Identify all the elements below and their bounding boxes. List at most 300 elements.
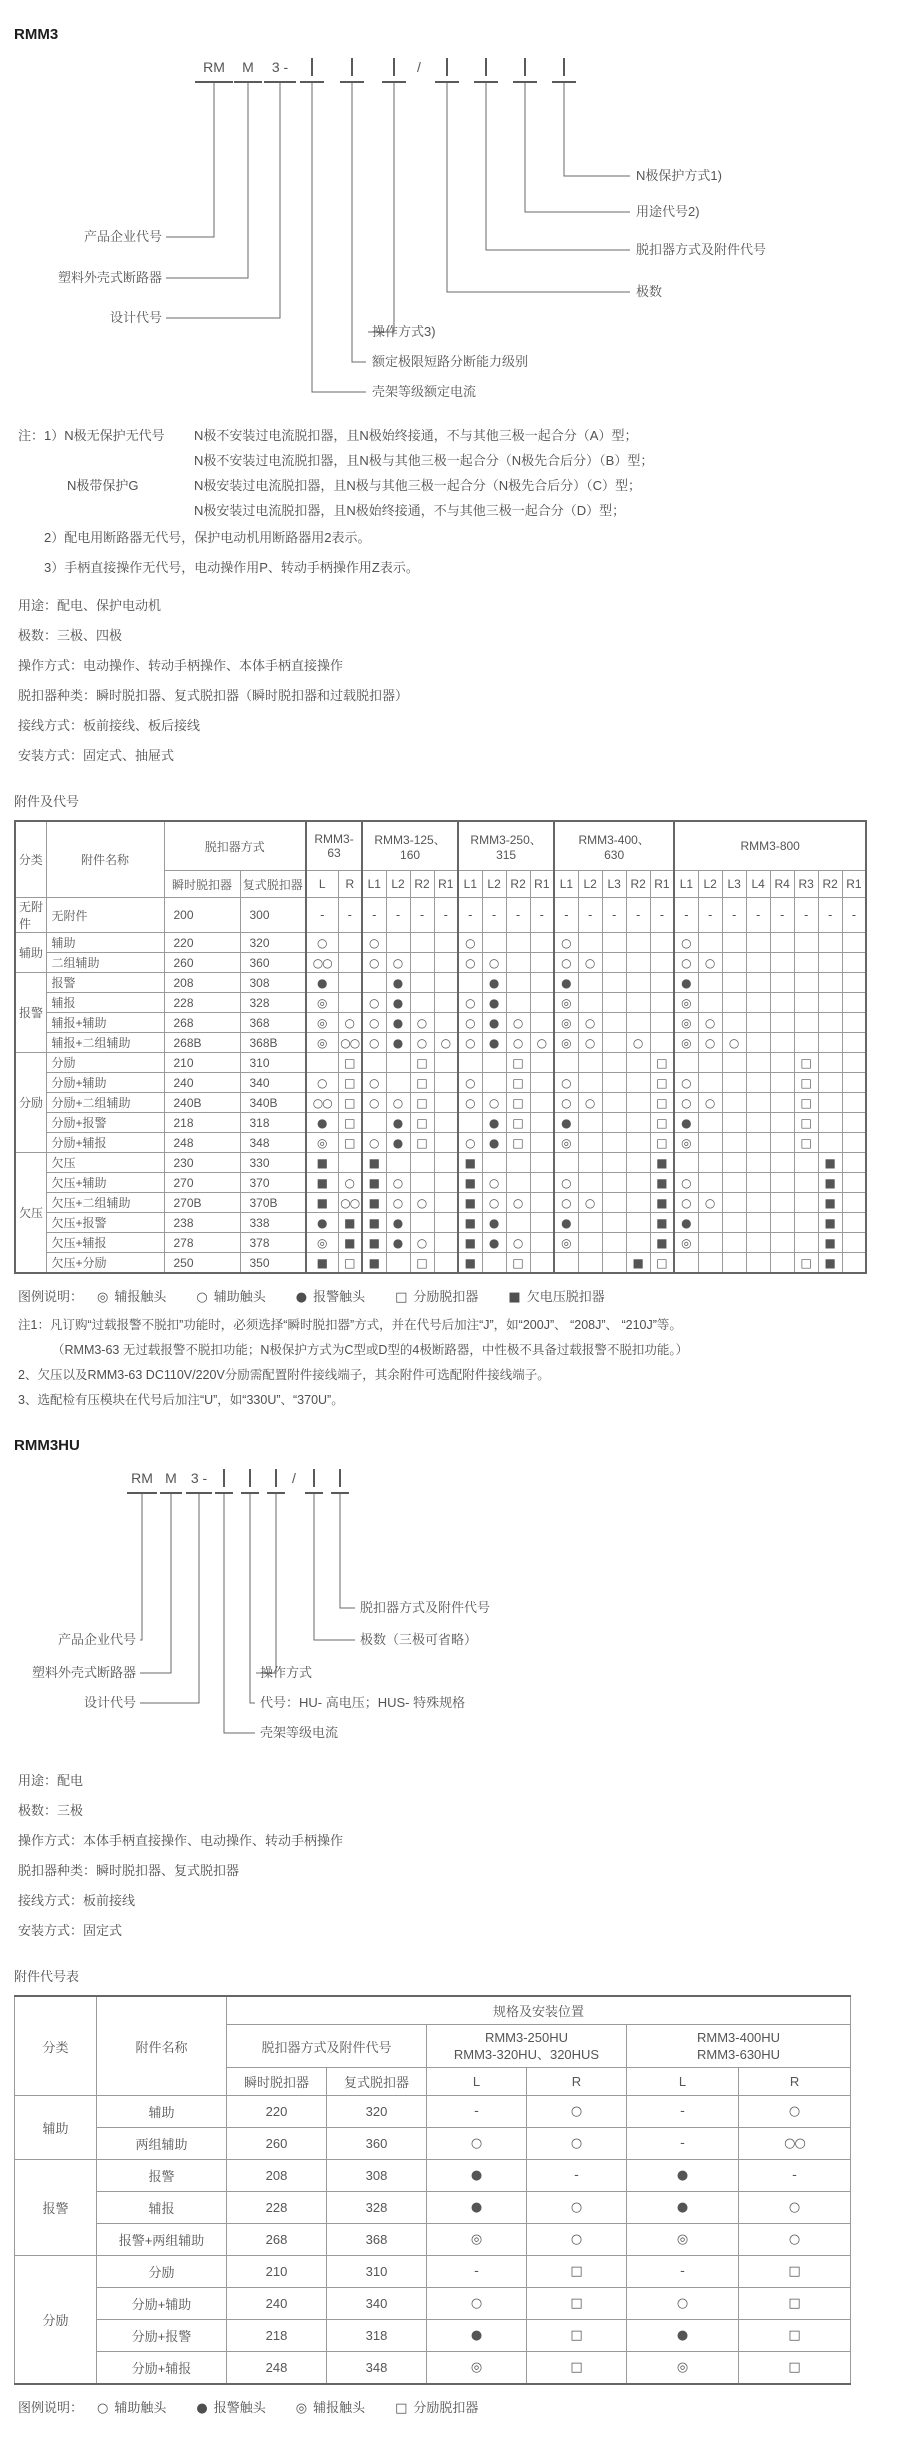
table-cell <box>434 1113 458 1133</box>
frame-label-line: RMM3- <box>314 832 354 846</box>
table-cell <box>434 1073 458 1093</box>
spec-wiring: 接线方式：板前接线、板后接线 <box>18 718 201 733</box>
spec-mounting: 安装方式：固定式、抽屉式 <box>18 748 175 763</box>
accessory-name-cell: 报警 <box>46 973 164 993</box>
table-cell <box>506 973 530 993</box>
rmm3-label-usage-code: 用途代号2) <box>636 204 700 219</box>
table-cell <box>818 933 842 953</box>
table-cell <box>794 1213 818 1233</box>
accessory-name-cell: 欠压 <box>46 1153 164 1173</box>
table-cell: ◎ <box>554 1133 578 1153</box>
table-cell: - <box>739 2160 851 2192</box>
table-cell <box>842 1193 866 1213</box>
note-row <box>18 448 874 473</box>
table-cell: ○ <box>458 1013 482 1033</box>
code-placeholder-box <box>393 58 395 76</box>
table-cell: - <box>722 898 746 933</box>
table-cell: ● <box>554 1113 578 1133</box>
table-cell <box>746 953 770 973</box>
compound-trip-code-cell: 328 <box>240 993 306 1013</box>
table-row <box>15 2224 851 2256</box>
table-cell <box>722 1153 746 1173</box>
legend-item <box>196 1286 265 1305</box>
legend-symbol-icon: ● <box>295 1290 308 1305</box>
table-cell: □ <box>338 1133 362 1153</box>
compound-trip-code-cell: 378 <box>240 1233 306 1253</box>
rmm3-label-trip-accessory-code: 脱扣器方式及附件代号 <box>636 242 767 257</box>
column-header-slot: L3 <box>722 871 746 898</box>
column-header-frame <box>362 821 458 871</box>
table-cell <box>698 1073 722 1093</box>
table-cell <box>578 933 602 953</box>
table-cell: ○ <box>306 933 338 953</box>
column-header-slot: L4 <box>746 871 770 898</box>
instant-trip-code-cell: 200 <box>164 898 240 933</box>
category-cell: 辅助 <box>15 2096 97 2160</box>
table-cell <box>434 953 458 973</box>
note-label: N极带保护G <box>67 478 139 493</box>
table-cell <box>842 1113 866 1133</box>
table-row <box>15 953 866 973</box>
table-cell: ● <box>386 993 410 1013</box>
rmm3-label-breaking-capacity: 额定极限短路分断能力级别 <box>372 354 529 369</box>
table-cell: ◎ <box>554 1033 578 1053</box>
legend-symbol-icon: □ <box>395 2401 408 2416</box>
column-header-slot: R1 <box>842 871 866 898</box>
table-cell: ● <box>482 993 506 1013</box>
column-header-slot: L3 <box>602 871 626 898</box>
table-cell: ○ <box>554 953 578 973</box>
table-cell <box>674 1153 698 1173</box>
table-row <box>15 1213 866 1233</box>
table-cell: ■ <box>362 1193 386 1213</box>
note-3: 3）手柄直接操作无代号，电动操作用P、转动手柄操作用Z表示。 <box>44 560 419 575</box>
compound-trip-code-cell: 310 <box>327 2256 427 2288</box>
table-cell <box>674 1253 698 1274</box>
instant-trip-code-cell: 260 <box>164 953 240 973</box>
code-box-segment <box>267 1468 285 1494</box>
table-cell <box>602 953 626 973</box>
legend-label: 报警触头 <box>313 1289 366 1304</box>
table-cell <box>602 1173 626 1193</box>
instant-trip-code-cell: 278 <box>164 1233 240 1253</box>
legend-label: 辅报触头 <box>114 1289 167 1304</box>
table-cell <box>842 933 866 953</box>
table-cell: ○ <box>527 2096 627 2128</box>
table-cell <box>626 973 650 993</box>
code-placeholder-box <box>485 58 487 76</box>
category-cell: 无附件 <box>15 898 46 933</box>
table-cell: - <box>410 898 434 933</box>
category-cell: 欠压 <box>15 1153 46 1274</box>
table-cell: □ <box>739 2320 851 2352</box>
accessory-name-cell: 分励 <box>97 2256 227 2288</box>
table-cell <box>770 933 794 953</box>
table-cell: - <box>674 898 698 933</box>
table-cell <box>746 993 770 1013</box>
table-cell: ● <box>627 2320 739 2352</box>
table-cell <box>770 1073 794 1093</box>
legend-symbol-icon: ◎ <box>97 1290 109 1305</box>
table-cell <box>794 933 818 953</box>
compound-trip-code-cell: 368B <box>240 1033 306 1053</box>
accessory-name-cell: 欠压+辅助 <box>46 1173 164 1193</box>
table-cell: ○ <box>530 1033 554 1053</box>
table-cell <box>650 953 674 973</box>
table-cell <box>482 1153 506 1173</box>
table-cell: ● <box>627 2160 739 2192</box>
table-cell: □ <box>650 1073 674 1093</box>
table-cell: ● <box>482 1013 506 1033</box>
table-cell: ○ <box>674 1093 698 1113</box>
table-cell: - <box>362 898 386 933</box>
code-box-segment <box>241 1468 259 1494</box>
table-cell: ○ <box>739 2224 851 2256</box>
compound-trip-code-cell: 330 <box>240 1153 306 1173</box>
table-cell: ○ <box>506 1193 530 1213</box>
table-cell: ○ <box>506 1233 530 1253</box>
spec-poles: 极数：三极、四极 <box>18 628 123 643</box>
frame-label-line: 63 <box>327 846 341 860</box>
table-cell: □ <box>794 1253 818 1274</box>
table-cell <box>842 1153 866 1173</box>
table-cell <box>362 1113 386 1133</box>
spec-wiring: 接线方式：板前接线 <box>18 1893 136 1908</box>
table-cell: ○ <box>578 953 602 973</box>
table-row <box>15 1233 866 1253</box>
table-cell <box>794 1033 818 1053</box>
legend-label: 欠电压脱扣器 <box>526 1289 605 1304</box>
instant-trip-code-cell: 270B <box>164 1193 240 1213</box>
table-cell <box>554 1053 578 1073</box>
column-header-instant-trip: 瞬时脱扣器 <box>164 871 240 898</box>
table-cell: ◎ <box>306 993 338 1013</box>
table-cell <box>434 1193 458 1213</box>
table-cell: - <box>506 898 530 933</box>
table-cell <box>530 953 554 973</box>
table-cell <box>434 1173 458 1193</box>
instant-trip-code-cell: 220 <box>164 933 240 953</box>
table-cell: ◎ <box>674 1133 698 1153</box>
code-text-segment: M <box>234 57 262 83</box>
table-cell: ■ <box>650 1233 674 1253</box>
table-cell: ■ <box>306 1153 338 1173</box>
compound-trip-code-cell: 308 <box>240 973 306 993</box>
code-box-segment <box>305 1468 323 1494</box>
table-cell <box>818 973 842 993</box>
rmm3-accessory-code-table <box>14 820 867 1274</box>
table-cell <box>530 1113 554 1133</box>
table-cell <box>506 993 530 1013</box>
frame-label-line: 630 <box>604 847 625 862</box>
instant-trip-code-cell: 268 <box>227 2224 327 2256</box>
legend-item <box>395 2397 478 2416</box>
accessory-name-cell: 报警 <box>97 2160 227 2192</box>
table-cell <box>698 973 722 993</box>
table-cell: ● <box>386 1233 410 1253</box>
accessory-name-cell: 欠压+辅报 <box>46 1233 164 1253</box>
footnote-1: 注1：凡订购“过载报警不脱扣”功能时，必须选择“瞬时脱扣器”方式，并在代号后加注“J”，如“200J”、 “208J”、 “210J”等。 <box>18 1318 682 1332</box>
table-cell <box>746 1173 770 1193</box>
column-header-slot: L <box>306 871 338 898</box>
code-placeholder-box <box>524 58 526 76</box>
table-cell: ○ <box>386 1193 410 1213</box>
table-cell <box>434 1093 458 1113</box>
frame-label-line: 315 <box>496 847 517 862</box>
legend-symbol-icon: ● <box>196 2401 208 2416</box>
compound-trip-code-cell: 328 <box>327 2192 427 2224</box>
table-cell: □ <box>527 2320 627 2352</box>
table-cell: ◎ <box>674 1013 698 1033</box>
table-cell: - <box>458 898 482 933</box>
instant-trip-code-cell: 228 <box>164 993 240 1013</box>
instant-trip-code-cell: 270 <box>164 1173 240 1193</box>
table-cell <box>626 1233 650 1253</box>
table-cell <box>602 993 626 1013</box>
table-cell <box>746 1053 770 1073</box>
table-cell: □ <box>410 1133 434 1153</box>
code-placeholder-box <box>351 58 353 76</box>
table-cell: ○ <box>482 1193 506 1213</box>
table-cell <box>434 1153 458 1173</box>
table-cell <box>362 1053 386 1073</box>
table-cell: ● <box>386 973 410 993</box>
table-cell: ○ <box>338 1013 362 1033</box>
table-cell <box>626 1193 650 1213</box>
table-row <box>15 1013 866 1033</box>
legend-item <box>196 2397 265 2416</box>
note-text: N极不安装过电流脱扣器，且N极始终接通，不与其他三极一起合分（A）型； <box>194 428 638 443</box>
table-cell <box>746 1013 770 1033</box>
table-row <box>15 1053 866 1073</box>
column-header-slot: L2 <box>698 871 722 898</box>
note-row <box>18 473 874 498</box>
table-cell: □ <box>506 1073 530 1093</box>
table-cell: □ <box>506 1093 530 1113</box>
table-cell <box>434 1233 458 1253</box>
table-cell: ● <box>386 1033 410 1053</box>
table-cell <box>722 1013 746 1033</box>
rmm3-model-designation-diagram <box>14 47 874 419</box>
table-row <box>15 933 866 953</box>
table-cell: ■ <box>362 1153 386 1173</box>
instant-trip-code-cell: 228 <box>227 2192 327 2224</box>
column-header-slot: R3 <box>794 871 818 898</box>
table-cell: □ <box>527 2256 627 2288</box>
accessory-name-cell: 辅报 <box>97 2192 227 2224</box>
table-cell <box>410 1153 434 1173</box>
accessory-name-cell: 分励+辅助 <box>46 1073 164 1093</box>
column-header-slot: R4 <box>770 871 794 898</box>
table-row <box>15 1133 866 1153</box>
table-cell: ● <box>482 973 506 993</box>
compound-trip-code-cell: 348 <box>240 1133 306 1153</box>
rmm3-table-title: 附件及代号 <box>14 794 80 809</box>
table-cell: ○ <box>578 1193 602 1213</box>
table-cell: ■ <box>338 1213 362 1233</box>
accessory-name-cell: 无附件 <box>46 898 164 933</box>
table-cell <box>722 1113 746 1133</box>
compound-trip-code-cell: 300 <box>240 898 306 933</box>
table-cell <box>602 973 626 993</box>
compound-trip-code-cell: 308 <box>327 2160 427 2192</box>
compound-trip-code-cell: 368 <box>327 2224 427 2256</box>
code-box-segment <box>513 57 537 83</box>
instant-trip-code-cell: 240B <box>164 1093 240 1113</box>
table-cell <box>434 993 458 1013</box>
table-row <box>15 2288 851 2320</box>
table-cell: ● <box>482 1033 506 1053</box>
table-cell <box>722 993 746 1013</box>
table-cell: ○ <box>458 933 482 953</box>
table-cell: ○ <box>338 1173 362 1193</box>
table-cell <box>626 1013 650 1033</box>
table-cell: ■ <box>458 1153 482 1173</box>
table-cell <box>722 1173 746 1193</box>
table-cell: ● <box>482 1233 506 1253</box>
compound-trip-code-cell: 340B <box>240 1093 306 1113</box>
table-cell: ○○ <box>338 1033 362 1053</box>
rmm3hu-label-operation-mode: 操作方式 <box>260 1665 313 1680</box>
table-cell: ○ <box>527 2192 627 2224</box>
table-cell <box>770 973 794 993</box>
table-cell <box>770 1233 794 1253</box>
table-cell <box>818 1033 842 1053</box>
table-cell <box>626 1053 650 1073</box>
accessory-name-cell: 分励 <box>46 1053 164 1073</box>
table-row <box>15 1173 866 1193</box>
rmm3-table-legend <box>18 1286 874 1305</box>
table-cell: □ <box>650 1253 674 1274</box>
table-cell <box>842 953 866 973</box>
table-cell <box>458 1113 482 1133</box>
table-cell: □ <box>794 1113 818 1133</box>
table-cell <box>602 1153 626 1173</box>
table-cell <box>386 933 410 953</box>
table-cell <box>602 1133 626 1153</box>
table-cell: - <box>530 898 554 933</box>
table-cell <box>842 1073 866 1093</box>
table-cell <box>722 973 746 993</box>
table-cell: - <box>527 2160 627 2192</box>
table-cell <box>770 1113 794 1133</box>
column-header-frame <box>674 821 866 871</box>
table-cell <box>386 1073 410 1093</box>
table-cell <box>674 1053 698 1073</box>
table-cell <box>602 1113 626 1133</box>
table-cell: □ <box>794 1133 818 1153</box>
column-header-slot: R1 <box>434 871 458 898</box>
table-cell: ● <box>674 1113 698 1133</box>
table-cell: ○ <box>410 1033 434 1053</box>
table-cell: ○ <box>554 1173 578 1193</box>
rmm3hu-label-company-code: 产品企业代号 <box>57 1632 136 1647</box>
table-cell <box>770 1213 794 1233</box>
table-cell: ○ <box>386 1173 410 1193</box>
table-cell <box>842 1213 866 1233</box>
note-text: N极安装过电流脱扣器，且N极始终接通，不与其他三极一起合分（D）型； <box>194 503 626 518</box>
compound-trip-code-cell: 348 <box>327 2352 427 2385</box>
table-cell: ■ <box>338 1233 362 1253</box>
table-cell <box>530 1013 554 1033</box>
table-cell: ◎ <box>554 993 578 1013</box>
table-cell <box>746 1133 770 1153</box>
table-cell <box>698 933 722 953</box>
table-cell: ○ <box>362 953 386 973</box>
note-label <box>18 498 194 523</box>
table-cell <box>818 1133 842 1153</box>
table-cell <box>602 1053 626 1073</box>
table-cell <box>626 1173 650 1193</box>
table-cell: ■ <box>458 1173 482 1193</box>
table-cell <box>626 1153 650 1173</box>
table-cell <box>530 1133 554 1153</box>
table-cell: ○ <box>434 1033 458 1053</box>
table-cell <box>386 1253 410 1274</box>
note-row <box>18 423 874 448</box>
table-cell <box>306 1053 338 1073</box>
table-cell <box>554 1253 578 1274</box>
table-cell <box>578 1133 602 1153</box>
table-cell: □ <box>506 1113 530 1133</box>
table-cell <box>338 993 362 1013</box>
rmm3hu-table-legend <box>18 2397 874 2416</box>
table-cell: ○ <box>458 1073 482 1093</box>
table-cell: ● <box>627 2192 739 2224</box>
table-cell <box>746 1093 770 1113</box>
footnote-2: 2、欠压以及RMM3-63 DC110V/220V分励需配置附件接线端子，其余附件可选配附件接线端子。 <box>18 1368 550 1382</box>
instant-trip-code-cell: 248 <box>227 2352 327 2385</box>
rmm3-n-pole-notes <box>18 423 874 583</box>
table-cell: - <box>626 898 650 933</box>
code-placeholder-box <box>249 1469 251 1487</box>
table-cell: ■ <box>458 1213 482 1233</box>
compound-trip-code-cell: 360 <box>327 2128 427 2160</box>
legend-label: 报警触头 <box>213 2400 266 2415</box>
table-cell <box>746 1193 770 1213</box>
accessory-name-cell: 欠压+报警 <box>46 1213 164 1233</box>
legend-prefix: 图例说明： <box>18 2400 84 2415</box>
table-cell: ● <box>386 1213 410 1233</box>
table-cell: ■ <box>306 1173 338 1193</box>
instant-trip-code-cell: 250 <box>164 1253 240 1274</box>
compound-trip-code-cell: 310 <box>240 1053 306 1073</box>
table-cell: ● <box>427 2192 527 2224</box>
accessory-name-cell: 分励+辅报 <box>97 2352 227 2385</box>
table-cell: - <box>698 898 722 933</box>
table-cell <box>626 1073 650 1093</box>
column-header-slot: R <box>338 871 362 898</box>
spec-trip-types: 脱扣器种类：瞬时脱扣器、复式脱扣器 <box>18 1863 240 1878</box>
table-cell <box>818 993 842 1013</box>
column-header-name: 附件名称 <box>97 1996 227 2096</box>
table-cell <box>410 1213 434 1233</box>
table-cell <box>578 1153 602 1173</box>
table-cell <box>602 1233 626 1253</box>
accessory-name-cell: 分励+辅报 <box>46 1133 164 1153</box>
spec-poles: 极数：三极 <box>18 1803 84 1818</box>
table-cell: ○ <box>626 1033 650 1053</box>
table-cell <box>650 973 674 993</box>
table-cell <box>770 1153 794 1173</box>
table-cell <box>746 1073 770 1093</box>
frame-label-line: 160 <box>400 847 421 862</box>
table-cell: □ <box>650 1093 674 1113</box>
legend-item <box>508 1286 604 1305</box>
table-cell <box>842 1033 866 1053</box>
table-cell <box>650 1013 674 1033</box>
table-cell <box>842 1133 866 1153</box>
